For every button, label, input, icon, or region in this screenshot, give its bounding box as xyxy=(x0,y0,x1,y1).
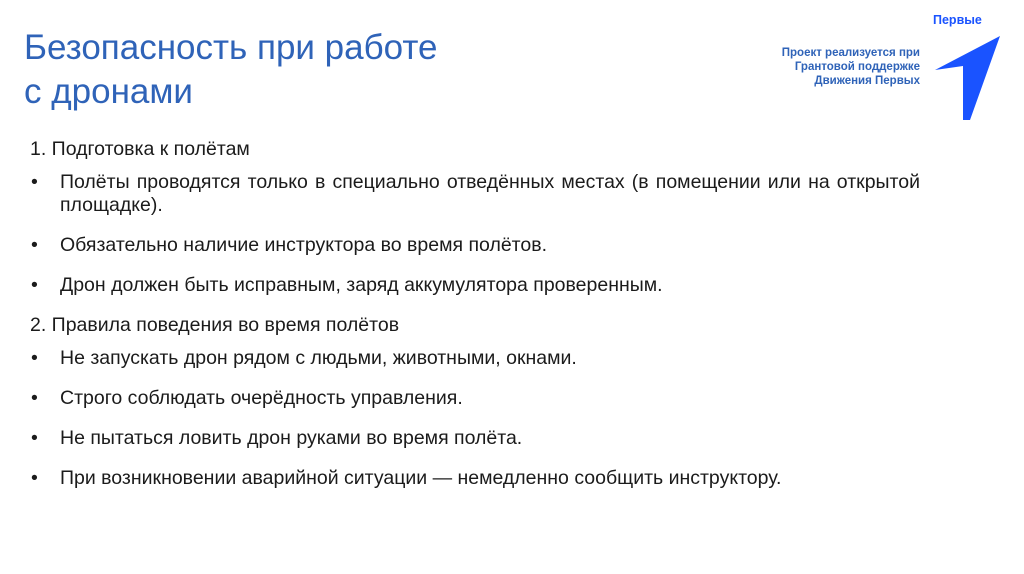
list-item: • Полёты проводятся только в специально отведённых местах (в помещении или на открытой площадке). xyxy=(30,171,920,217)
slide-content xyxy=(30,134,920,507)
grant-line-3: Движения Первых xyxy=(814,75,920,87)
grant-line-1: Проект реализуется при xyxy=(781,47,920,59)
list-item: • Строго соблюдать очерёдность управления. xyxy=(30,387,920,410)
logo-text: Первые xyxy=(933,13,982,27)
title-line-1: Безопасность при работе xyxy=(24,28,438,67)
list-item: • Обязательно наличие инструктора во время полётов. xyxy=(30,234,920,257)
list-item: • При возникновении аварийной ситуации — немедленно сообщить инструктору. xyxy=(30,467,920,490)
title-line-2: с дронами xyxy=(24,72,193,111)
grant-line-2: Грантовой поддержке xyxy=(794,61,920,73)
pervye-logo-icon xyxy=(930,14,1002,124)
list-item: • Дрон должен быть исправным, заряд аккумулятора проверенным. xyxy=(30,274,920,297)
list-item: • Не пытаться ловить дрон руками во время полёта. xyxy=(30,427,920,450)
list-item: • Не запускать дрон рядом с людьми, животными, окнами. xyxy=(30,347,920,370)
section-heading-1: 1. Подготовка к полётам xyxy=(30,138,250,160)
page-title xyxy=(24,26,437,114)
section-heading-2: 2. Правила поведения во время полётов xyxy=(30,314,400,336)
grant-note xyxy=(740,46,920,88)
